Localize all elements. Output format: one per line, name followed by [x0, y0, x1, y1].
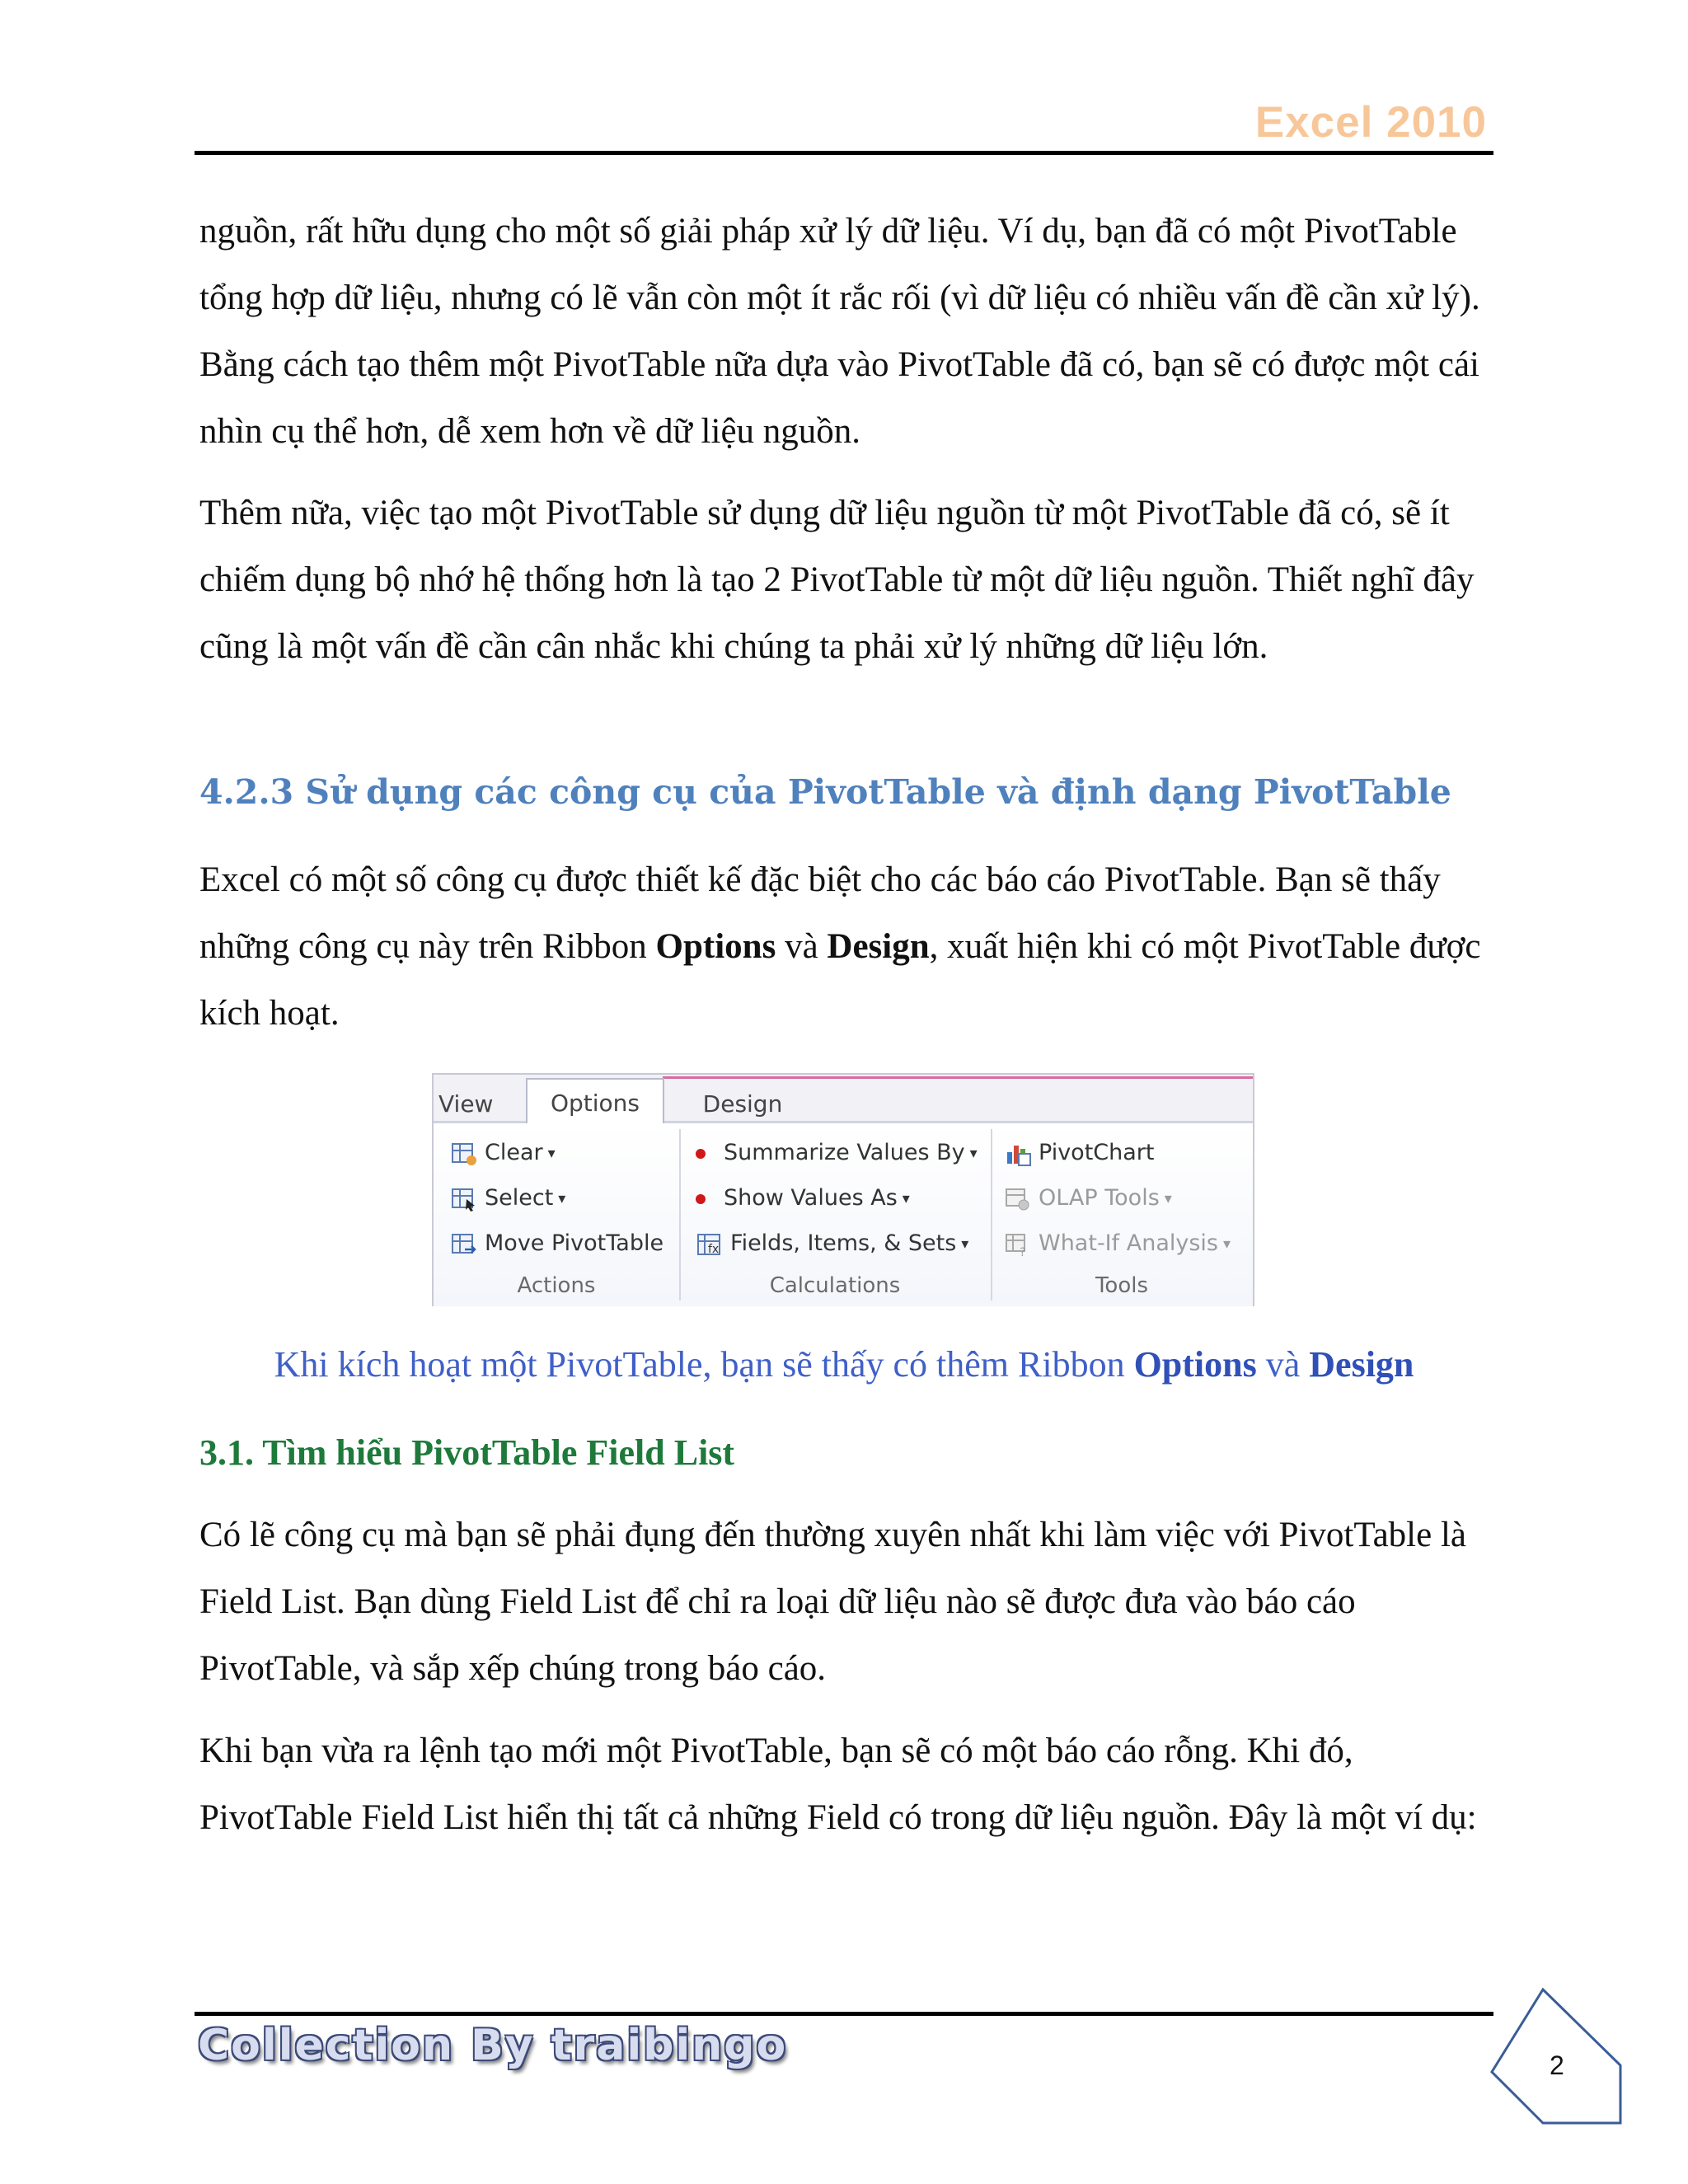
dropdown-arrow-icon: ▾ [969, 1144, 978, 1162]
caption-options: Options [1133, 1344, 1257, 1385]
figure-caption [0, 1343, 1688, 1385]
pivotchart-label: PivotChart [1039, 1140, 1155, 1165]
fields-items-sets-label: Fields, Items, & Sets [730, 1230, 957, 1256]
bullet-icon [696, 1194, 706, 1204]
summarize-values-by-button[interactable] [687, 1137, 978, 1169]
contextual-tab-highlight [663, 1076, 1253, 1079]
select-icon [450, 1186, 478, 1212]
caption-and: và [1256, 1344, 1310, 1385]
tab-options[interactable]: Options [526, 1078, 664, 1124]
caption-text: Khi kích hoạt một PivotTable, bạn sẽ thấy có thêm Ribbon [274, 1344, 1134, 1385]
select-button[interactable] [450, 1182, 565, 1215]
olap-tools-label: OLAP Tools [1039, 1185, 1160, 1211]
show-values-as-label: Show Values As [724, 1185, 898, 1211]
page-number: 2 [1550, 2050, 1564, 2080]
tab-view[interactable]: View [438, 1090, 494, 1118]
section-heading-3-1: 3.1. Tìm hiểu PivotTable Field List [199, 1432, 735, 1473]
olap-tools-icon [1004, 1186, 1032, 1212]
clear-label: Clear [485, 1140, 543, 1165]
paragraph-3-rest: , xuất hiện khi có một PivotTable được kích hoạt. [199, 927, 1481, 1033]
paragraph-4: Có lẽ công cụ mà bạn sẽ phải đụng đến thường xuyên nhất khi làm việc với PivotTable là Field List. Bạn dùng Field List để chỉ ra loại dữ liệu nào sẽ được đưa vào báo cáo PivotTable, và sắp xếp chúng trong báo cáo. [199, 1516, 1466, 1688]
bullet-icon [696, 1149, 706, 1159]
select-label: Select [485, 1185, 554, 1211]
fields-items-sets-icon [696, 1231, 724, 1258]
fields-items-sets-button[interactable] [696, 1227, 968, 1260]
olap-tools-button[interactable] [1004, 1182, 1172, 1215]
bold-design: Design [827, 927, 930, 966]
dropdown-arrow-icon: ▾ [902, 1189, 910, 1207]
what-if-analysis-label: What-If Analysis [1039, 1230, 1218, 1256]
paragraph-5: Khi bạn vừa ra lệnh tạo mới một PivotTable, bạn sẽ có một báo cáo rỗng. Khi đó, PivotTable Field List hiển thị tất cả những Field có trong dữ liệu nguồn. Đây là một ví dụ: [199, 1732, 1477, 1837]
show-values-as-button[interactable] [687, 1182, 910, 1215]
move-pivottable-icon [450, 1231, 478, 1258]
paragraph-3-and: và [776, 927, 828, 966]
paragraph-1: nguồn, rất hữu dụng cho một số giải pháp xử lý dữ liệu. Ví dụ, bạn đã có một PivotTable tổng hợp dữ liệu, nhưng có lẽ vẫn còn một ít rắc rối (vì dữ liệu có nhiều vấn đề cần xử lý). Bằng cách tạo thêm một PivotTable nữa dựa vào PivotTable đã có, bạn sẽ có được một cái nhìn cụ thể hơn, dễ xem hơn về dữ liệu nguồn. [199, 212, 1480, 451]
clear-button[interactable] [450, 1137, 556, 1169]
actions-group-label: Actions [517, 1273, 596, 1298]
footer-rule [195, 2012, 1493, 2016]
dropdown-arrow-icon: ▾ [1222, 1235, 1231, 1253]
pivotchart-button[interactable] [1004, 1137, 1154, 1169]
section-heading-4-2-3: 4.2.3 Sử dụng các công cụ của PivotTable và định dạng PivotTable [199, 772, 1451, 812]
dropdown-arrow-icon: ▾ [1164, 1189, 1172, 1207]
header-rule [195, 151, 1493, 155]
what-if-analysis-icon [1004, 1231, 1032, 1258]
dropdown-arrow-icon: ▾ [961, 1235, 969, 1253]
dropdown-arrow-icon: ▾ [547, 1144, 556, 1162]
calculations-group-label: Calculations [769, 1273, 901, 1298]
document-header-title: Excel 2010 [1254, 98, 1487, 147]
summarize-values-by-label: Summarize Values By [724, 1140, 965, 1165]
what-if-analysis-button[interactable] [1004, 1227, 1231, 1260]
bold-options: Options [655, 927, 776, 966]
dropdown-arrow-icon: ▾ [558, 1189, 566, 1207]
svg-text:fx: fx [708, 1242, 720, 1256]
caption-design: Design [1309, 1344, 1414, 1385]
footer-brand: Collection By traibingo [198, 2021, 788, 2070]
paragraph-2: Thêm nữa, việc tạo một PivotTable sử dụng dữ liệu nguồn từ một PivotTable đã có, sẽ ít chiếm dụng bộ nhớ hệ thống hơn là tạo 2 PivotTable từ một dữ liệu nguồn. Thiết nghĩ đây cũng là một vấn đề cần cân nhắc khi chúng ta phải xử lý những dữ liệu lớn. [199, 494, 1475, 666]
move-pivottable-button[interactable] [450, 1227, 663, 1260]
tab-design[interactable]: Design [702, 1090, 783, 1118]
move-pivottable-label: Move PivotTable [485, 1230, 664, 1256]
svg-text:?: ? [1020, 1245, 1026, 1258]
paragraph-3-text: Excel có một số công cụ được thiết kế đặc biệt cho các báo cáo PivotTable. Bạn sẽ thấy những công cụ này trên Ribbon [199, 860, 1441, 966]
pivotchart-icon [1004, 1141, 1032, 1167]
clear-icon [450, 1141, 478, 1167]
paragraph-3 [199, 846, 1502, 1047]
tools-group-label: Tools [1095, 1273, 1149, 1298]
ribbon-screenshot [432, 1073, 1254, 1306]
